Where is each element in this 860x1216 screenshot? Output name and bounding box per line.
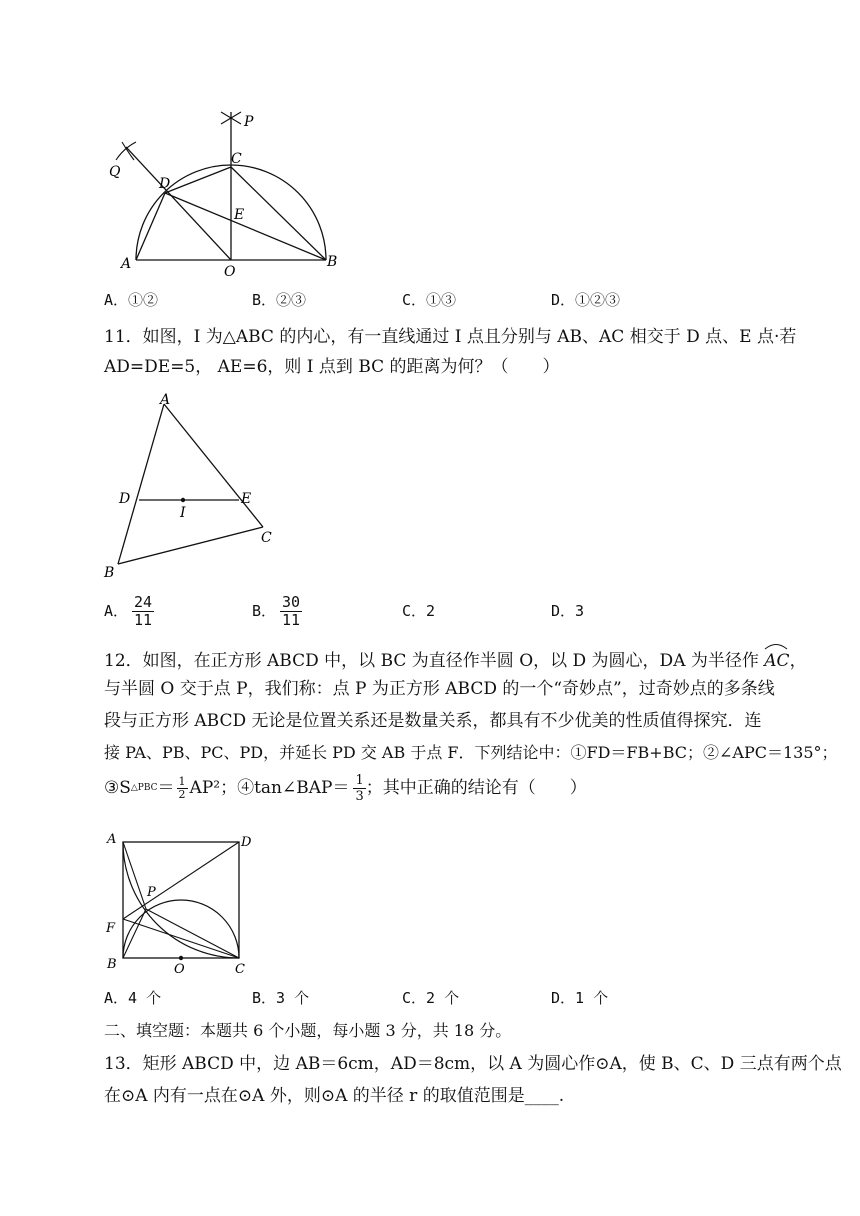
line-FC [123,919,239,958]
q11-option-b-fraction [280,594,302,629]
line-DB [165,193,326,260]
incenter-point [181,498,185,502]
q12-line5-eq: ＝ [157,778,175,798]
side-AB [118,404,164,564]
q11-option-b-prefix: B． [252,602,277,620]
q12-line1-text: 12．如图，在正方形 ABCD 中，以 BC 为直径作半圆 O，以 D 为圆心，DA 为半径作 [104,651,759,671]
q11-option-b-num: 30 [282,592,301,611]
q10-figure [100,100,360,280]
q11-option-a-num: 24 [134,592,153,611]
center-O-point [179,956,183,960]
q11-option-b-den: 11 [282,610,301,629]
label-C: C [261,530,272,546]
q11-option-d: D．3 [551,602,585,620]
label-O: O [224,264,236,280]
label-C: C [235,962,245,977]
label-Q: Q [109,164,121,180]
q11-text-line1: 11．如图，I 为△ABC 的内心，有一直线通过 I 点且分别与 AB、AC 相交于 D 点、E 点·若 [104,327,797,347]
q12-fraction-half [177,776,188,801]
q12-figure [100,824,260,980]
q11-text-line2: AD=DE=5， AE=6，则 I 点到 BC 的距离为何？（ ） [104,357,560,377]
label-D: D [241,835,252,850]
q13-text-line2: 在⊙A 内有一点在⊙A 外，则⊙A 的半径 r 的取值范围是____. [104,1086,565,1106]
q12-line5-s: ③S [104,778,131,798]
line-AD [136,193,165,260]
line-PC [146,909,239,958]
label-A: A [121,256,132,272]
arc-mark-q [116,142,136,160]
q12-option-a: A．4 个 [104,989,162,1007]
q10-option-a: A．①② [104,291,159,309]
label-P: P [147,885,156,900]
q12-arc-ac [764,646,789,672]
line-CB [231,167,326,260]
q12-half-den: 2 [178,787,186,801]
q13-text-line1: 13．矩形 ABCD 中，边 AB＝6cm，AD＝8cm，以 A 为圆心作⊙A，使 B、C、D 三点有两个点 [104,1054,842,1074]
q12-option-c: C．2 个 [402,989,460,1007]
q12-line5-sub: △PBC [130,783,158,793]
label-F: F [106,921,116,936]
q10-option-d: D．①②③ [551,291,621,309]
q12-text-line2: 与半圆 O 交于点 P，我们称：点 P 为正方形 ABCD 的一个“奇妙点”，过奇妙点的多条线 [104,679,775,699]
label-D: D [159,176,171,192]
label-D: D [119,491,131,507]
label-B: B [104,565,115,581]
side-AC [164,404,263,527]
label-E: E [234,207,245,223]
line-PA [123,842,146,909]
q12-text-line1 [104,646,807,672]
q11-option-b [252,593,302,629]
label-A: A [160,392,171,408]
q12-arc-ac-label: AC [764,651,790,671]
label-O: O [174,962,185,977]
line-OQ [126,147,231,260]
side-BC [118,527,263,564]
q10-option-c: C．①③ [402,291,457,309]
q12-third-den: 3 [355,788,364,804]
q11-option-a-den: 11 [134,610,153,629]
arc-symbol-icon [764,642,788,650]
line-DF [123,842,239,919]
q11-figure [100,388,290,583]
label-B: B [107,957,117,972]
q12-option-d: D．1 个 [551,989,609,1007]
q11-option-a-prefix: A． [104,602,129,620]
q10-option-b: B．②③ [252,291,307,309]
label-A: A [107,832,117,847]
q12-text-line5 [104,768,587,808]
section-heading-fill-blank: 二、填空题：本题共 6 个小题，每小题 3 分，共 18 分。 [104,1021,512,1040]
q12-third-num: 1 [355,772,364,788]
q11-option-a [104,593,154,629]
q12-line1-end: ， [789,651,807,671]
q12-text-line4: 接 PA、PB、PC、PD，并延长 PD 交 AB 于点 F．下列结论中：①FD＝FB+BC；②∠APC＝135°； [104,743,838,762]
q11-option-c: C．2 [402,602,436,620]
label-I: I [180,505,186,521]
q12-fraction-third [353,773,365,804]
label-B: B [327,254,338,270]
q12-text-line3: 段与正方形 ABCD 无论是位置关系还是数量关系，都具有不少优美的性质值得探究．连 [104,711,762,731]
q12-half-num: 1 [178,774,186,788]
q11-option-a-fraction [132,594,154,629]
q12-line5-mid: AP²；④tan∠BAP＝ [189,778,350,798]
q12-line5-end: ；其中正确的结论有（ ） [365,778,587,798]
label-P: P [244,114,254,130]
q12-option-b: B．3 个 [252,989,310,1007]
label-E: E [241,491,252,507]
label-C: C [231,151,242,167]
